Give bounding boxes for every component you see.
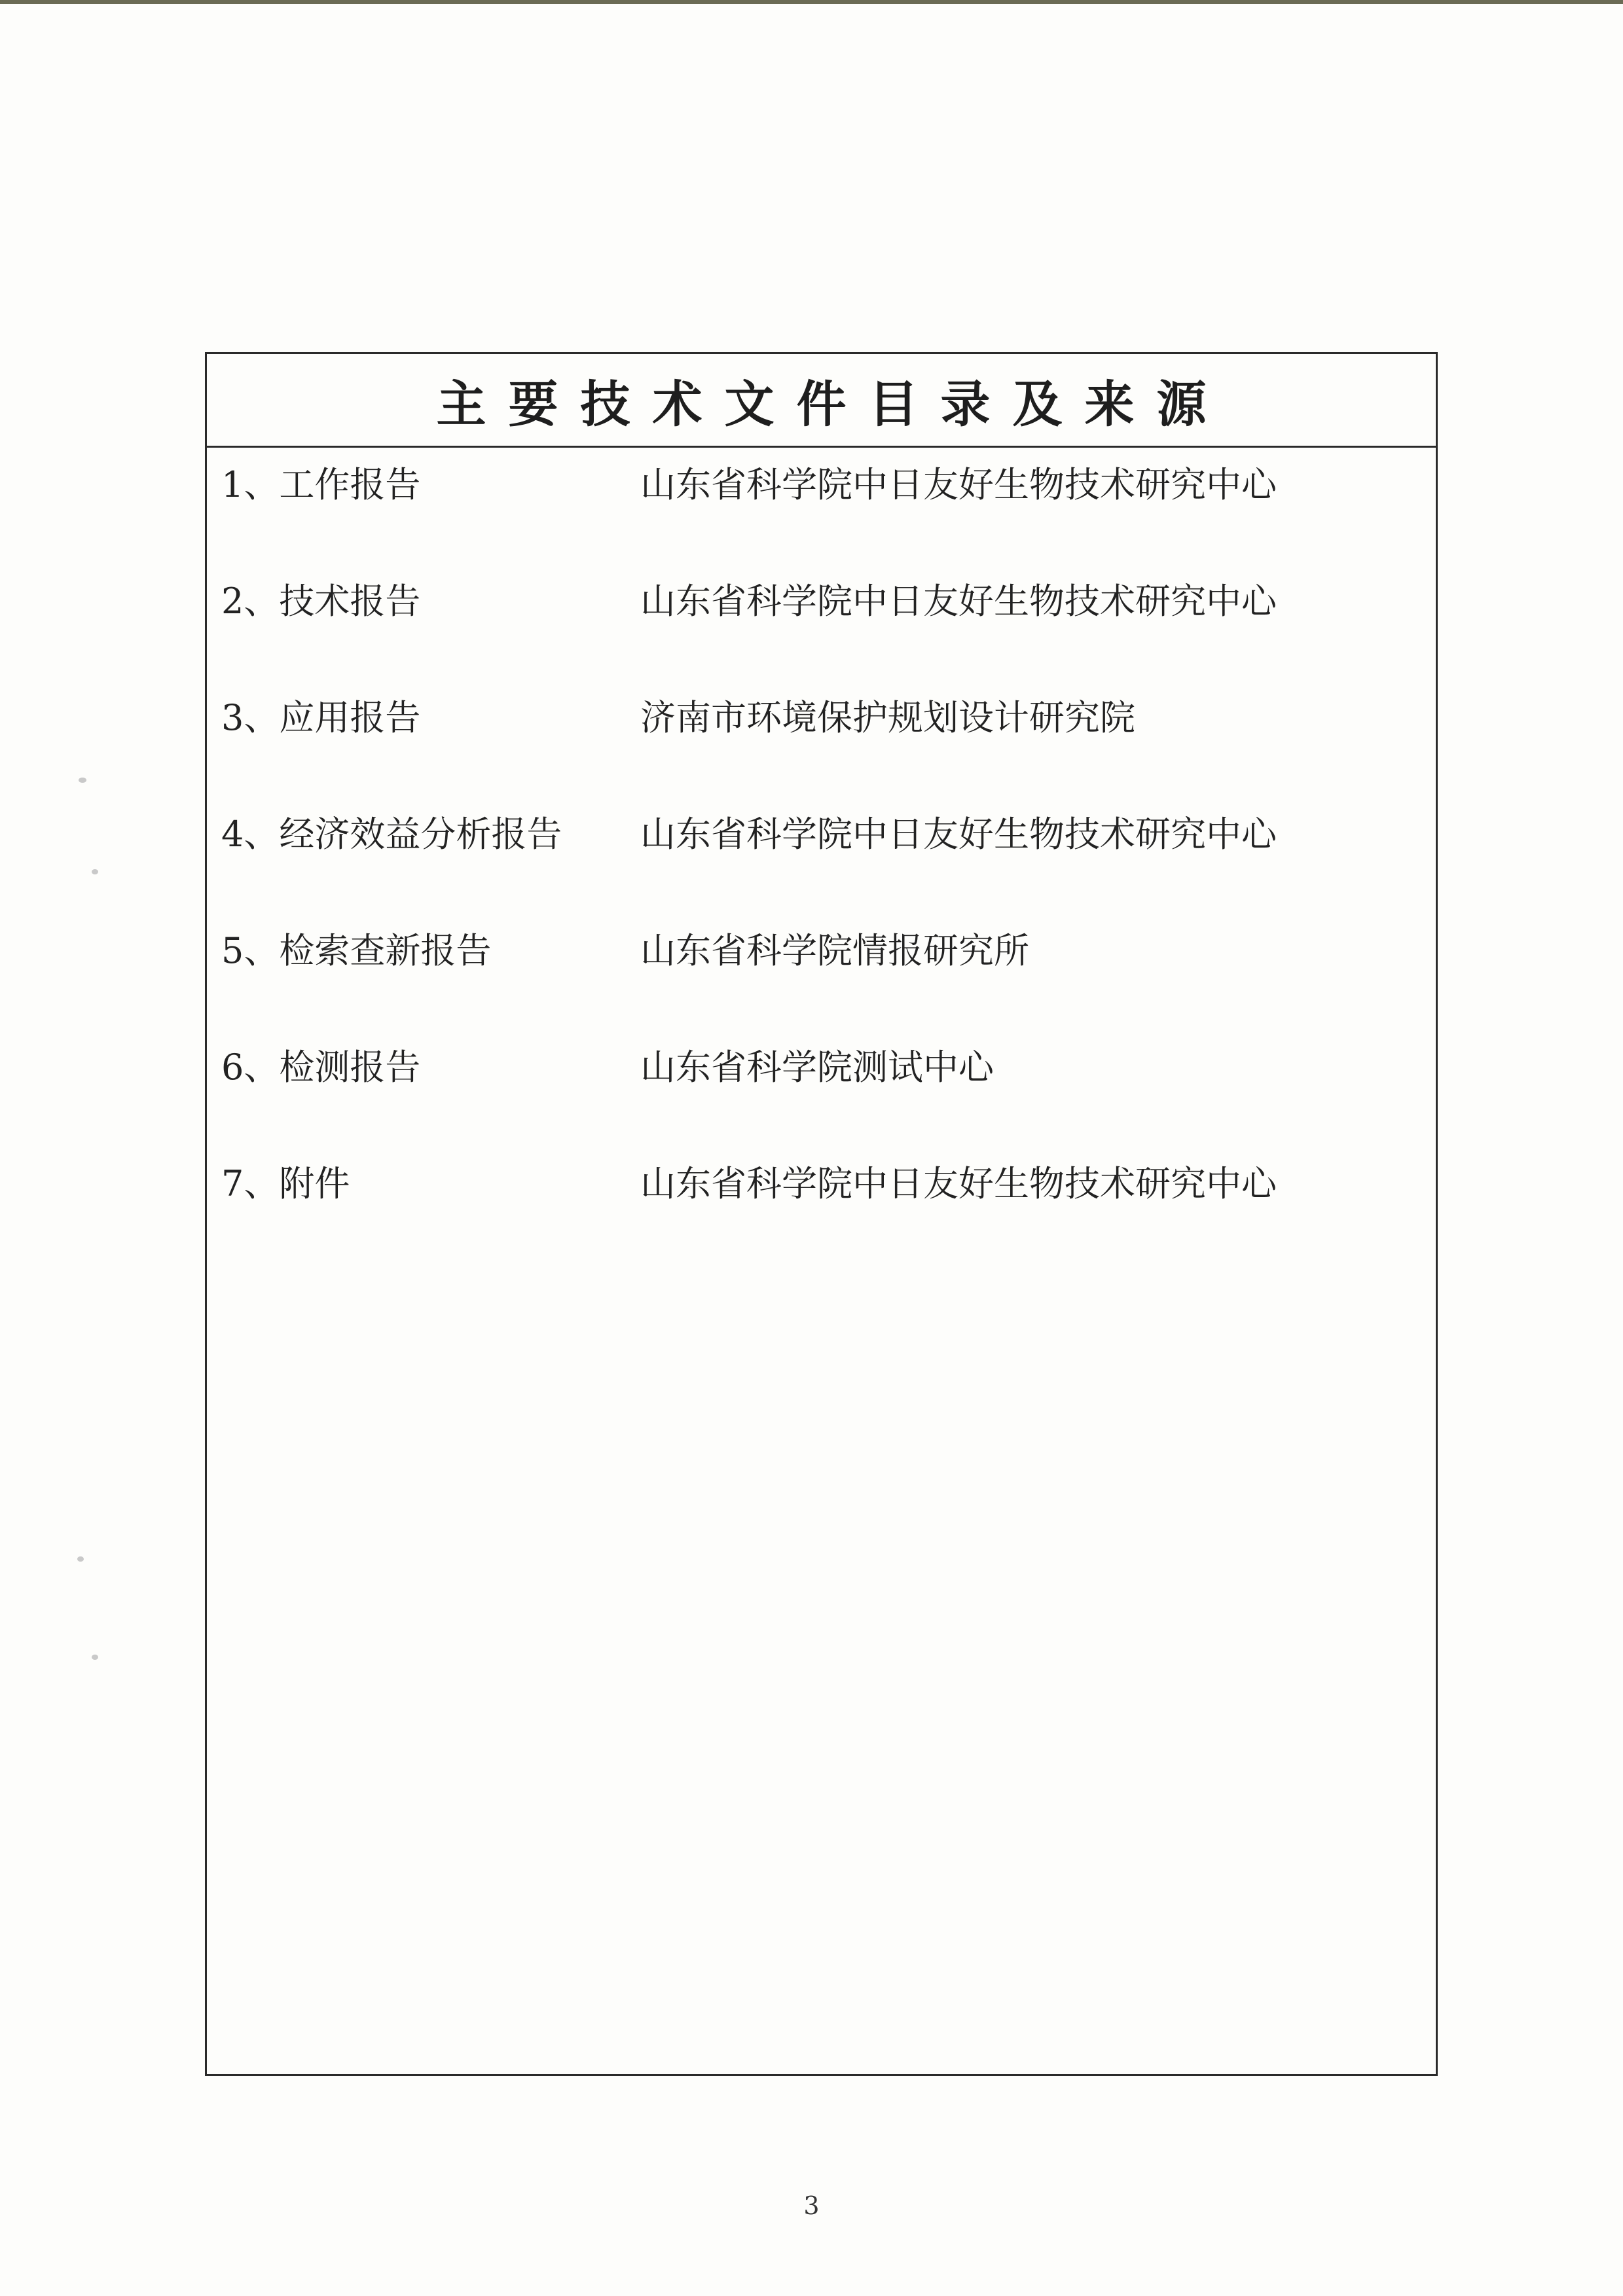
scan-speck [77, 1556, 84, 1562]
scan-top-edge [0, 0, 1623, 4]
list-item [221, 1041, 1419, 1158]
page-number: 3 [803, 2191, 820, 2220]
entry-name: 3、应用报告 [221, 697, 421, 738]
entry-name: 6、检测报告 [221, 1047, 421, 1088]
entry-name: 1、工作报告 [221, 464, 421, 505]
scan-speck [79, 778, 86, 783]
list-item [221, 575, 1419, 692]
list-item [221, 1158, 1419, 1274]
entry-source: 济南市环境保护规划设计研究院 [640, 697, 1135, 738]
list-item [221, 692, 1419, 808]
entry-source: 山东省科学院中日友好生物技术研究中心 [640, 814, 1277, 855]
entry-name: 7、附件 [221, 1163, 350, 1204]
entry-name: 4、经济效益分析报告 [221, 814, 562, 855]
entry-source: 山东省科学院测试中心 [640, 1047, 994, 1088]
entry-name: 2、技术报告 [221, 581, 421, 622]
document-table [205, 352, 1438, 2076]
document-list [221, 459, 1419, 1274]
entry-source: 山东省科学院中日友好生物技术研究中心 [640, 1163, 1277, 1204]
list-item [221, 808, 1419, 925]
entry-source: 山东省科学院中日友好生物技术研究中心 [640, 581, 1277, 622]
scan-speck [92, 869, 98, 874]
entry-source: 山东省科学院情报研究所 [640, 930, 1029, 971]
list-item [221, 459, 1419, 575]
list-item [221, 925, 1419, 1041]
scan-speck [92, 1655, 98, 1660]
entry-name: 5、检索查新报告 [221, 930, 492, 971]
entry-source: 山东省科学院中日友好生物技术研究中心 [640, 464, 1277, 505]
document-title: 主要技术文件目录及来源 [436, 374, 1229, 433]
title-row [207, 354, 1436, 448]
